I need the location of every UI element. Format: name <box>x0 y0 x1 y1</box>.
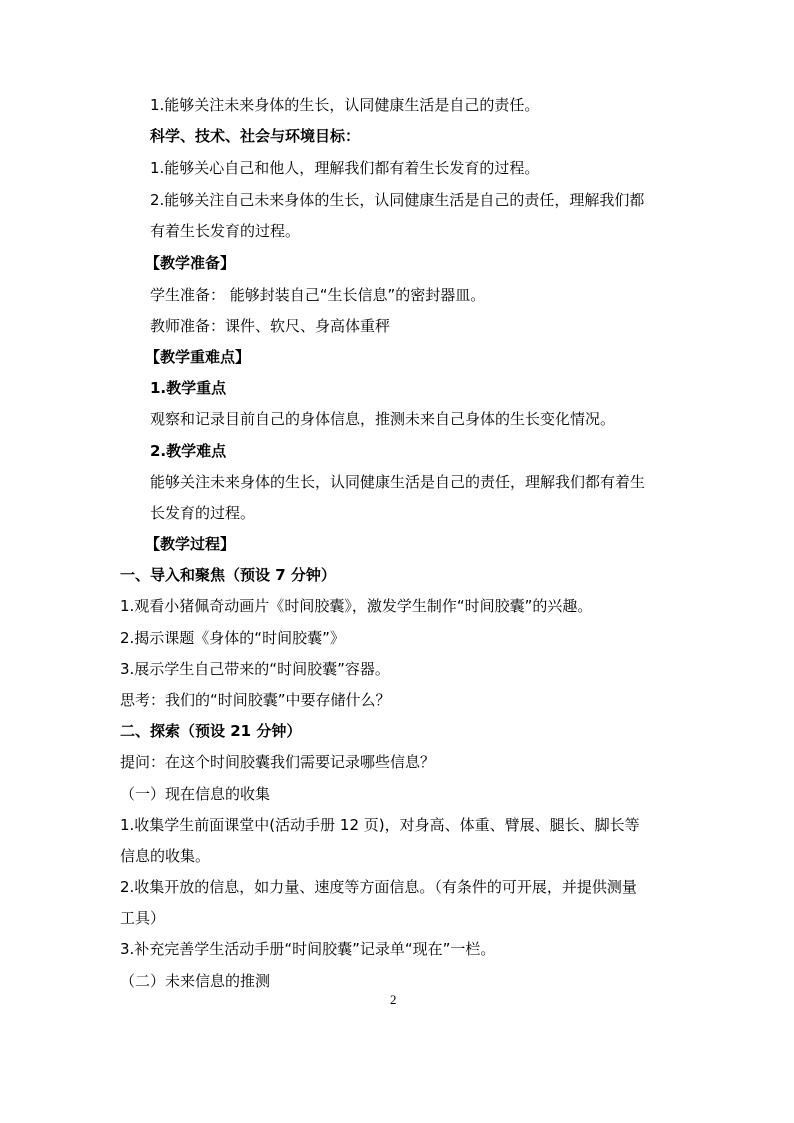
body-text: 2.收集开放的信息，如力量、速度等方面信息。（有条件的可开展，并提供测量 <box>120 878 637 896</box>
page-number: 2 <box>390 992 397 1007</box>
sub-heading: 1.教学重点 <box>150 379 227 397</box>
body-text: 信息的收集。 <box>120 847 211 865</box>
body-text: 1.观看小猪佩奇动画片《时间胶囊》，激发学生制作“时间胶囊”的兴趣。 <box>120 597 593 615</box>
section-heading: 一、导入和聚焦（预设 7 分钟） <box>120 566 336 584</box>
body-text: 3.补充完善学生活动手册“时间胶囊”记录单“现在”一栏。 <box>120 940 496 958</box>
body-text: 教师准备：课件、软尺、身高体重秤 <box>150 317 391 335</box>
body-text: 能够关注未来身体的生长，认同健康生活是自己的责任，理解我们都有着生 <box>150 473 646 491</box>
sub-heading: 2.教学难点 <box>150 442 227 460</box>
body-text: 提问：在这个时间胶囊我们需要记录哪些信息？ <box>120 753 436 771</box>
body-text: 学生准备： 能够封装自己“生长信息”的密封器皿。 <box>150 286 486 304</box>
body-text: 有着生长发育的过程。 <box>150 222 301 240</box>
body-text: 1.收集学生前面课堂中(活动手册 12 页)，对身高、体重、臂展、腿长、脚长等 <box>120 816 640 834</box>
body-text: （二）未来信息的推测 <box>120 972 271 990</box>
section-heading: 【教学重难点】 <box>145 348 251 366</box>
body-text: 长发育的过程。 <box>150 504 256 522</box>
body-text: 1.能够关注未来身体的生长，认同健康生活是自己的责任。 <box>150 96 540 114</box>
section-heading: 科学、技术、社会与环境目标： <box>150 127 361 145</box>
body-text: 3.展示学生自己带来的“时间胶囊”容器。 <box>120 660 390 678</box>
section-heading: 二、探索（预设 21 分钟） <box>120 722 302 740</box>
section-heading: 【教学过程】 <box>145 535 236 553</box>
body-text: 2.能够关注自己未来身体的生长，认同健康生活是自己的责任，理解我们都 <box>150 191 645 209</box>
body-text: 2.揭示课题《身体的“时间胶囊”》 <box>120 629 345 647</box>
body-text: （一）现在信息的收集 <box>120 785 271 803</box>
body-text: 工具） <box>120 909 166 927</box>
body-text: 1.能够关心自己和他人，理解我们都有着生长发育的过程。 <box>150 159 540 177</box>
body-text: 观察和记录目前自己的身体信息，推测未来自己身体的生长变化情况。 <box>150 410 616 428</box>
section-heading: 【教学准备】 <box>145 254 236 272</box>
body-text: 思考：我们的“时间胶囊”中要存储什么？ <box>120 691 391 709</box>
